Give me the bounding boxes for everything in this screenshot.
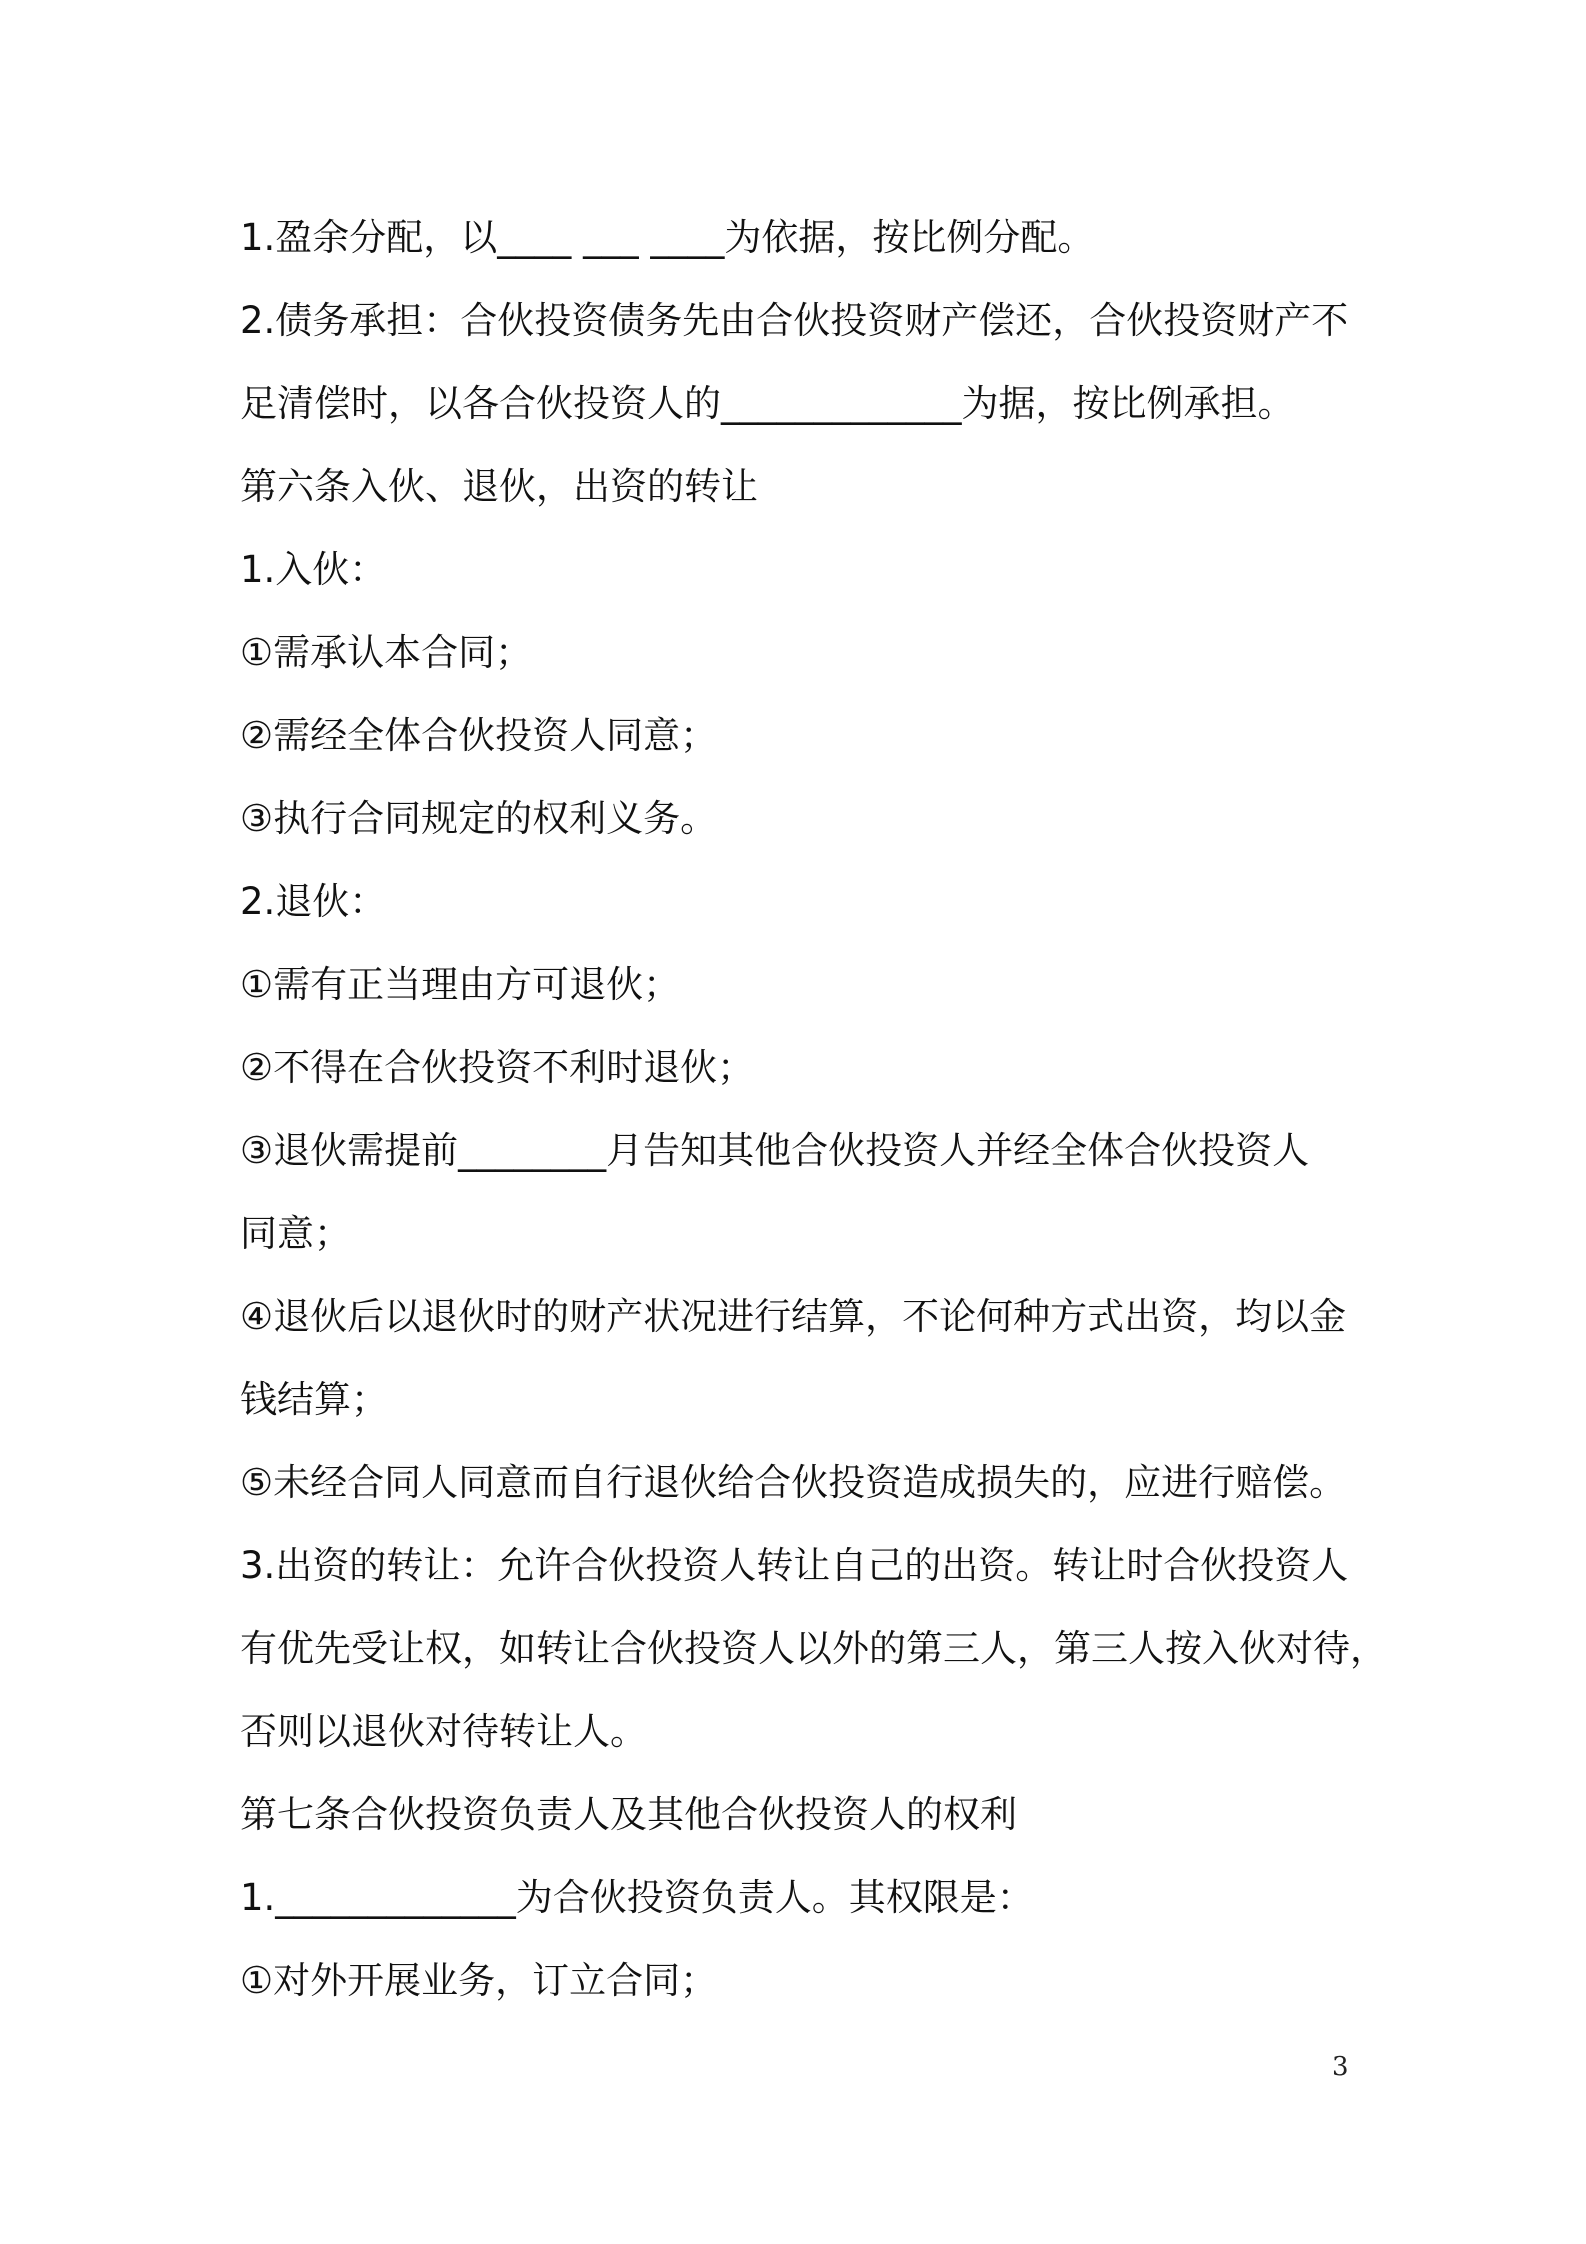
document-body: [240, 196, 1387, 2022]
paragraph-capital-transfer: 3.出资的转让：允许合伙投资人转让自己的出资。转让时合伙投资人: [240, 1544, 1349, 1587]
list-item-authority-1: ①对外开展业务，订立合同；: [240, 1959, 718, 2002]
list-item-joining-2: ②需经全体合伙投资人同意；: [240, 714, 718, 757]
page-number: 3: [1332, 2052, 1349, 2082]
paragraph-profit-distribution: 1.盈余分配，以____ ___ ____为依据，按比例分配。: [240, 216, 1095, 259]
section-heading-article-6: 第六条入伙、退伙，出资的转让: [240, 465, 758, 508]
list-item-withdrawal-2: ②不得在合伙投资不利时退伙；: [240, 1046, 755, 1089]
paragraph-capital-transfer-cont-1: 有优先受让权，如转让合伙投资人以外的第三人，第三人按入伙对待，: [240, 1627, 1387, 1670]
list-item-withdrawal-4-cont: 钱结算；: [240, 1378, 388, 1421]
subheading-joining: 1.入伙：: [240, 548, 387, 591]
paragraph-debt-bearing: 2.债务承担：合伙投资债务先由合伙投资财产偿还，合伙投资财产不: [240, 299, 1349, 342]
list-item-withdrawal-4: ④退伙后以退伙时的财产状况进行结算，不论何种方式出资，均以金: [240, 1295, 1347, 1338]
list-item-withdrawal-3: ③退伙需提前________月告知其他合伙投资人并经全体合伙投资人: [240, 1129, 1310, 1172]
paragraph-capital-transfer-cont-2: 否则以退伙对待转让人。: [240, 1710, 647, 1753]
subheading-withdrawal: 2.退伙：: [240, 880, 387, 923]
paragraph-debt-bearing-cont: 足清偿时，以各合伙投资人的_____________为据，按比例承担。: [240, 382, 1295, 425]
list-item-withdrawal-5: ⑤未经合同人同意而自行退伙给合伙投资造成损失的，应进行赔偿。: [240, 1461, 1347, 1504]
list-item-withdrawal-1: ①需有正当理由方可退伙；: [240, 963, 681, 1006]
section-heading-article-7: 第七条合伙投资负责人及其他合伙投资人的权利: [240, 1793, 1017, 1836]
paragraph-responsible-person: 1._____________为合伙投资负责人。其权限是：: [240, 1876, 1034, 1919]
list-item-withdrawal-3-cont: 同意；: [240, 1212, 351, 1255]
list-item-joining-3: ③执行合同规定的权利义务。: [240, 797, 718, 840]
list-item-joining-1: ①需承认本合同；: [240, 631, 533, 674]
